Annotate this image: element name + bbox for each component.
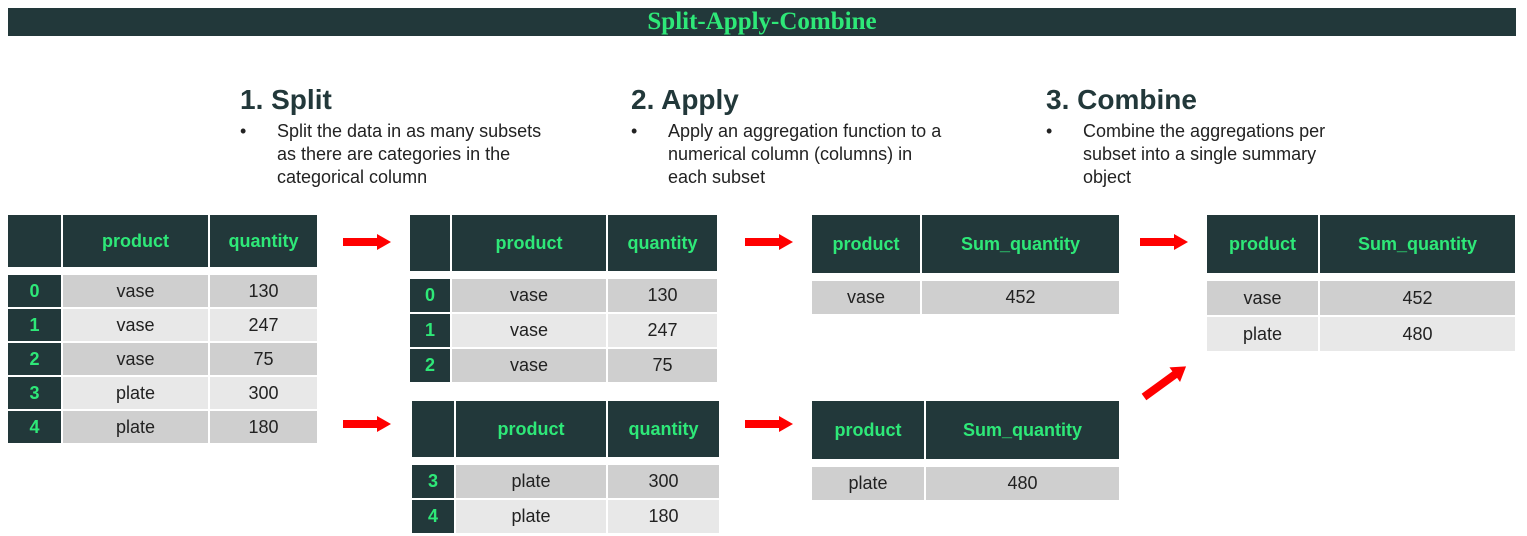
step-heading: 2. Apply [631,84,739,115]
header-row [8,215,317,267]
row-index: 3 [412,465,454,498]
table-row [812,467,1119,500]
column-header: quantity [210,215,317,267]
row-index: 4 [412,500,454,533]
description-line: Combine the aggregations per [1083,121,1326,141]
table-row [8,377,317,409]
table-cell: 452 [922,281,1119,314]
column-header: quantity [608,401,719,457]
row-index: 1 [410,314,450,347]
step-heading: 1. Split [240,84,332,115]
index-header-cell [412,401,454,457]
row-index: 2 [410,349,450,382]
column-header: product [812,401,924,459]
table-cell: vase [63,343,208,375]
table-cell: 247 [608,314,717,347]
table-cell: vase [452,349,606,382]
description-line: as there are categories in the [277,144,511,164]
step-description [1046,120,1386,189]
table-cell: 480 [926,467,1119,500]
row-index: 4 [8,411,61,443]
row-index: 1 [8,309,61,341]
arrow-right-icon [745,416,793,432]
bullet-icon: • [1046,121,1053,141]
original-dataframe [6,213,319,445]
description-line: Split the data in as many subsets [277,121,542,141]
table-row [8,309,317,341]
table-cell: vase [812,281,920,314]
table-row [412,465,719,498]
table-cell: 180 [210,411,317,443]
table-row [410,279,717,312]
bullet-icon: • [631,121,638,141]
table-cell: 75 [608,349,717,382]
table-cell: 75 [210,343,317,375]
description-line: each subset [668,167,766,187]
description-line: subset into a single summary [1083,144,1317,164]
table-cell: plate [63,377,208,409]
header-row [410,215,717,271]
table-cell: 300 [608,465,719,498]
table-row [8,275,317,307]
description-line: numerical column (columns) in [668,144,913,164]
table-cell: plate [456,500,606,533]
table-cell: plate [63,411,208,443]
column-header: quantity [608,215,717,271]
step-split [240,84,580,189]
column-header: Sum_quantity [926,401,1119,459]
row-index: 0 [8,275,61,307]
table-cell: 180 [608,500,719,533]
step-combine [1046,84,1386,189]
header-row [812,401,1119,459]
arrow-diagonal-icon [1140,364,1190,402]
column-header: product [63,215,208,267]
arrow-right-icon [343,416,391,432]
table-row [8,343,317,375]
table-cell: plate [1207,317,1318,351]
description-line: categorical column [277,167,428,187]
apply-plate-result [810,399,1121,502]
table-cell: plate [812,467,924,500]
row-index: 2 [8,343,61,375]
split-plate-dataframe [410,399,721,535]
index-header-cell [8,215,61,267]
arrow-right-icon [343,234,391,250]
table-row [412,500,719,533]
column-header: product [456,401,606,457]
table-cell: 452 [1320,281,1515,315]
table-cell: 247 [210,309,317,341]
column-header: Sum_quantity [922,215,1119,273]
combined-result [1205,213,1517,353]
description-line: Apply an aggregation function to a [668,121,942,141]
column-header: Sum_quantity [1320,215,1515,273]
table-cell: 480 [1320,317,1515,351]
table-row [1207,317,1515,351]
arrow-right-icon [745,234,793,250]
table-row [1207,281,1515,315]
table-cell: 300 [210,377,317,409]
header-row [1207,215,1515,273]
table-row [8,411,317,443]
bullet-icon: • [240,121,247,141]
table-cell: vase [63,309,208,341]
table-cell: vase [452,314,606,347]
header-row [412,401,719,457]
table-cell: vase [452,279,606,312]
table-row [410,314,717,347]
table-cell: plate [456,465,606,498]
table-cell: 130 [608,279,717,312]
row-index: 0 [410,279,450,312]
table-cell: 130 [210,275,317,307]
step-description [240,120,580,189]
description-line: object [1083,167,1132,187]
index-header-cell [410,215,450,271]
header-row [812,215,1119,273]
step-heading: 3. Combine [1046,84,1197,115]
step-description [631,120,971,189]
page-title: Split-Apply-Combine [647,8,877,35]
table-cell: vase [1207,281,1318,315]
row-index: 3 [8,377,61,409]
column-header: product [1207,215,1318,273]
column-header: product [452,215,606,271]
column-header: product [812,215,920,273]
apply-vase-result [810,213,1121,316]
table-row [410,349,717,382]
split-vase-dataframe [408,213,719,384]
table-cell: vase [63,275,208,307]
title-banner [8,8,1516,36]
arrow-right-icon [1140,234,1188,250]
table-row [812,281,1119,314]
step-apply [631,84,971,189]
